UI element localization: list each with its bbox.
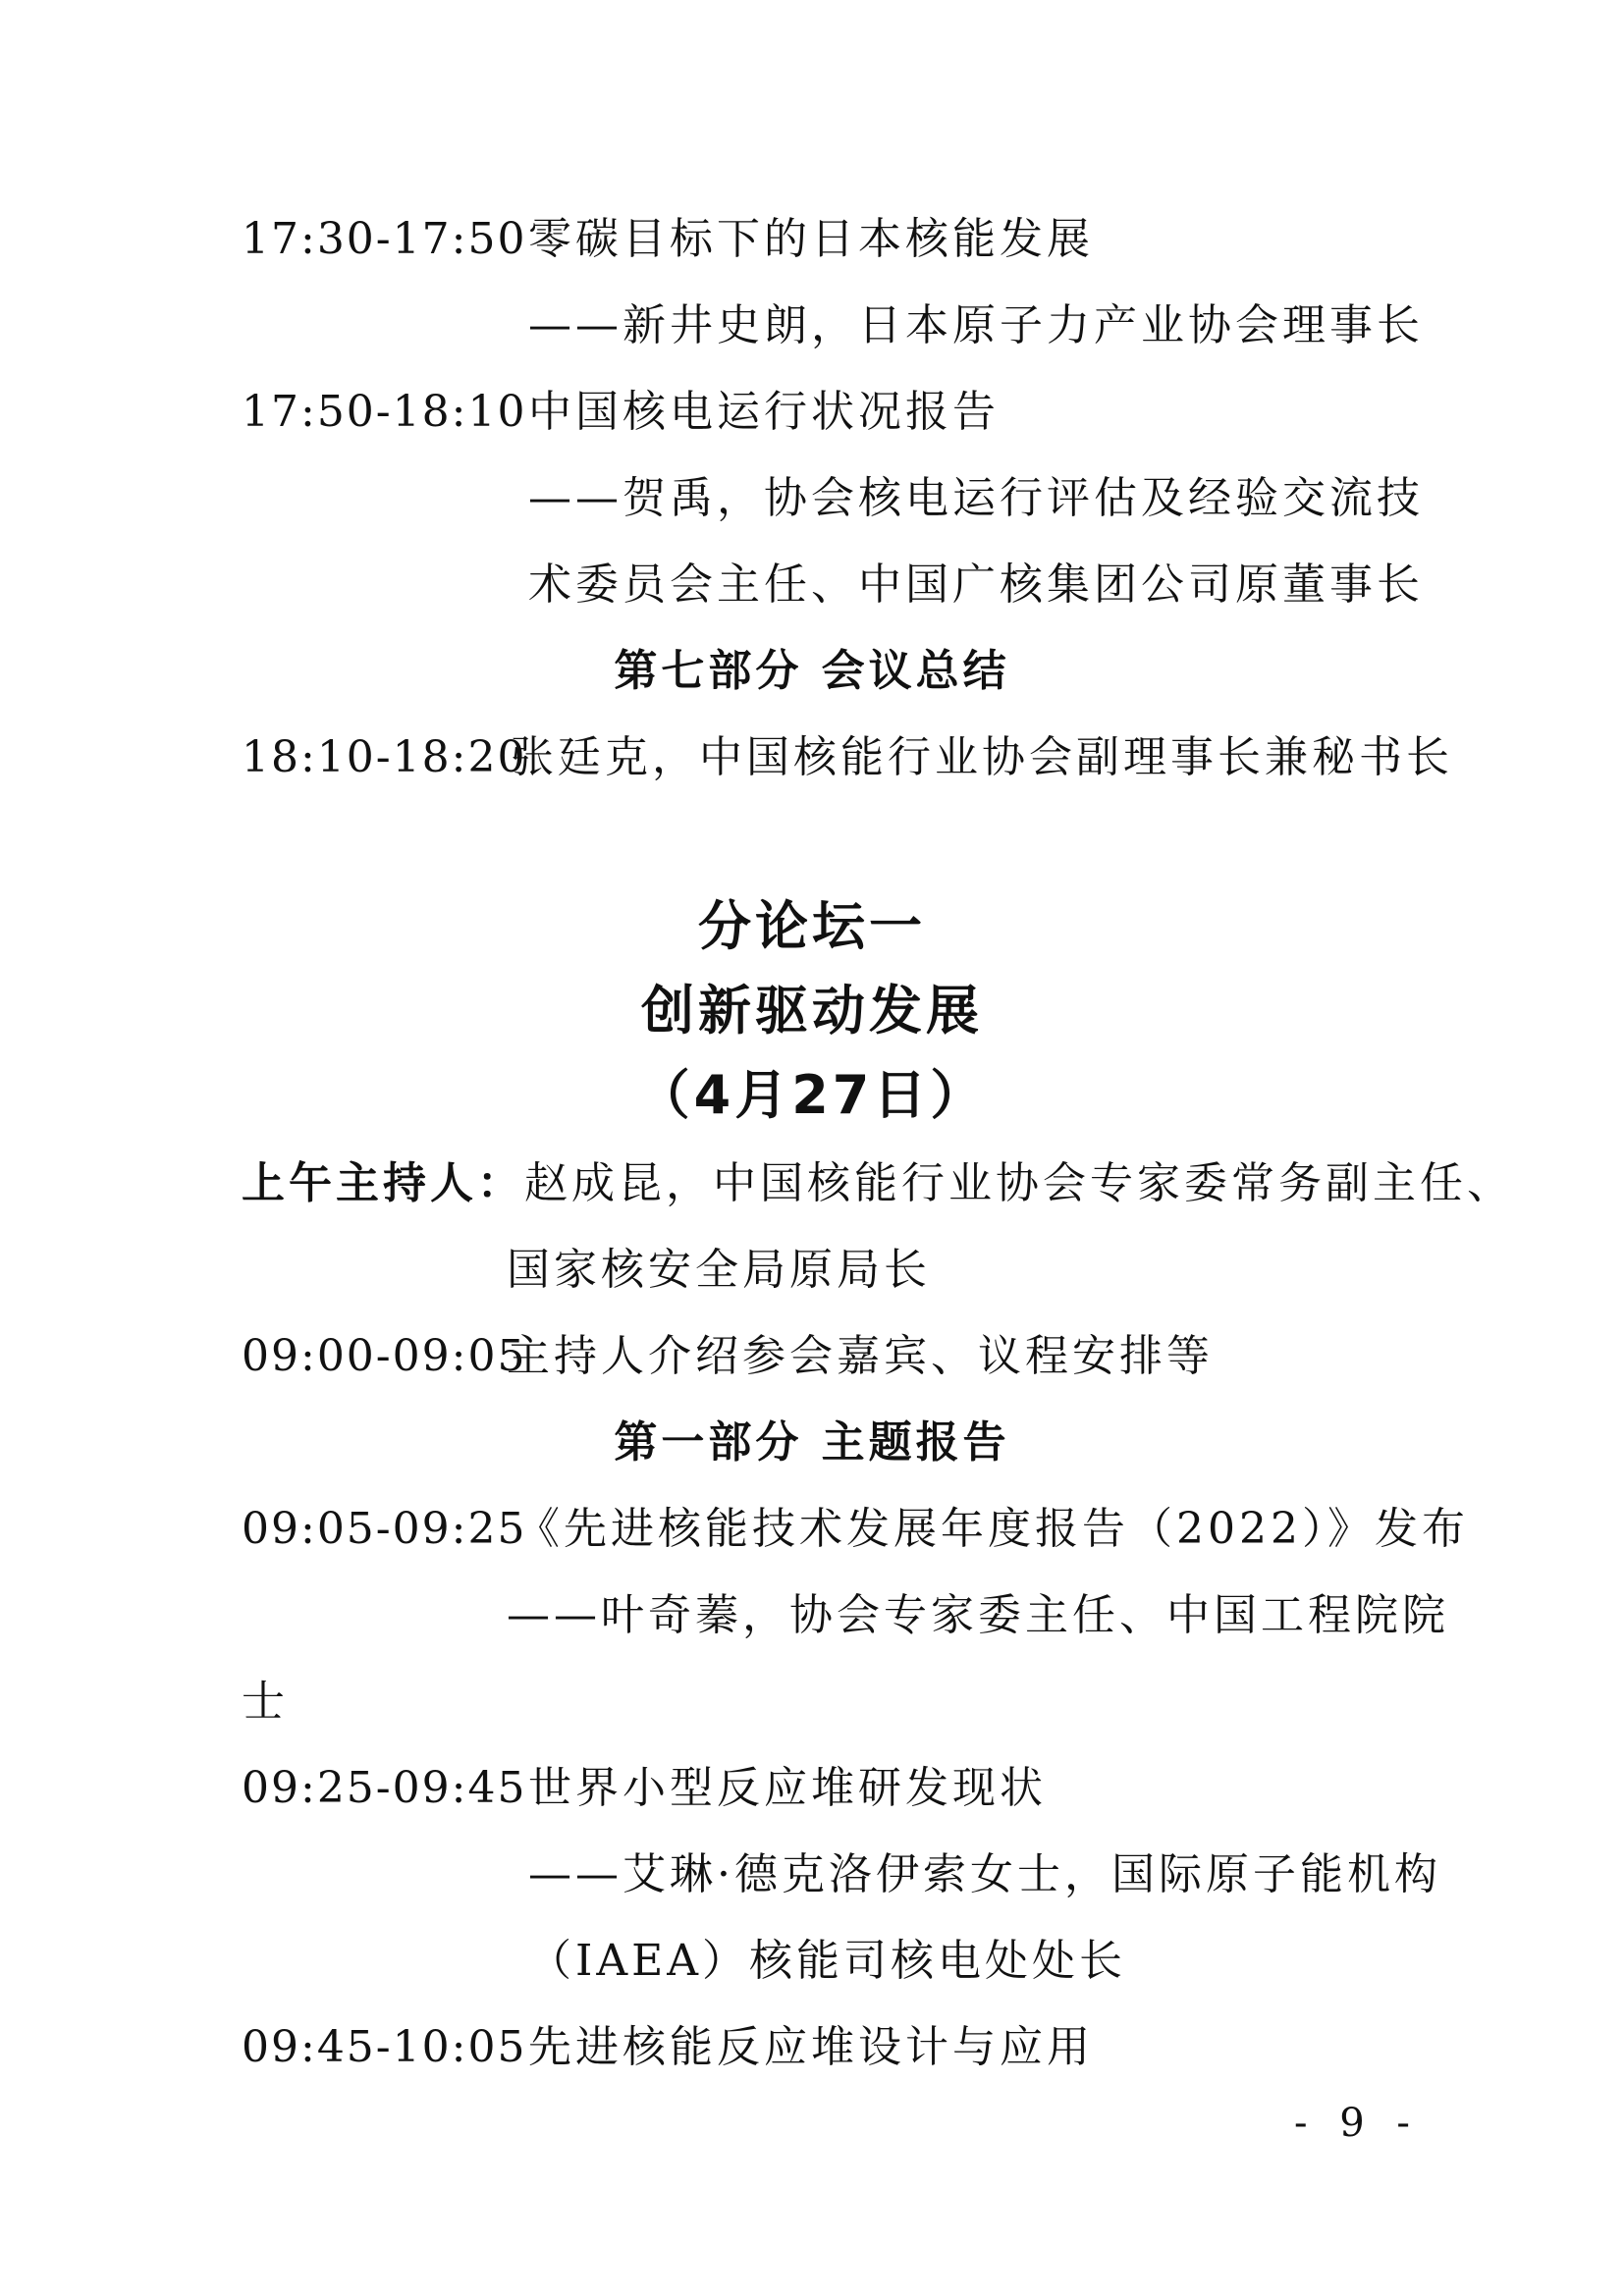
section-heading: 第一部分 主题报告 — [614, 1417, 1010, 1468]
agenda-time: 09:25-09:45 — [242, 1763, 527, 1813]
agenda-speaker: （IAEA）核能司核电处处长 — [528, 1936, 1127, 1986]
agenda-time: 09:45-10:05 — [242, 2022, 527, 2072]
agenda-title: 张廷克，中国核能行业协会副理事长兼秘书长 — [511, 732, 1453, 782]
agenda-time: 17:50-18:10 — [242, 387, 527, 437]
agenda-time: 18:10-18:20 — [242, 732, 527, 782]
agenda-speaker: 士 — [242, 1677, 289, 1727]
host-line-2: 国家核安全局原局长 — [507, 1245, 931, 1295]
agenda-title: 中国核电运行状况报告 — [528, 387, 1000, 437]
agenda-speaker: ——艾琳·德克洛伊索女士，国际原子能机构 — [528, 1849, 1441, 1899]
host-name: 赵成昆，中国核能行业协会专家委常务副主任、 — [524, 1158, 1514, 1208]
agenda-title: 《先进核能技术发展年度报告（2022）》发布 — [516, 1504, 1469, 1554]
agenda-title: 零碳目标下的日本核能发展 — [528, 214, 1094, 264]
page-number: - 9 - — [1294, 2101, 1420, 2146]
host-line — [242, 1154, 1514, 1213]
agenda-speaker: ——贺禹，协会核电运行评估及经验交流技 — [528, 473, 1424, 523]
forum-date: （4月27日） — [636, 1064, 988, 1126]
agenda-title: 先进核能反应堆设计与应用 — [528, 2022, 1094, 2072]
agenda-time: 09:05-09:25 — [242, 1504, 527, 1554]
agenda-time: 09:00-09:05 — [242, 1331, 527, 1381]
agenda-title: 世界小型反应堆研发现状 — [528, 1763, 1047, 1813]
host-label: 上午主持人： — [242, 1158, 524, 1208]
agenda-speaker: ——新井史朗，日本原子力产业协会理事长 — [528, 300, 1424, 350]
agenda-speaker: ——叶奇蓁，协会专家委主任、中国工程院院 — [507, 1590, 1449, 1640]
agenda-title: 主持人介绍参会嘉宾、议程安排等 — [507, 1331, 1214, 1381]
forum-title: 分论坛一 — [698, 895, 926, 957]
forum-subtitle: 创新驱动发展 — [641, 980, 983, 1041]
agenda-time: 17:30-17:50 — [242, 214, 527, 264]
agenda-speaker: 术委员会主任、中国广核集团公司原董事长 — [528, 560, 1424, 610]
section-heading: 第七部分 会议总结 — [614, 646, 1010, 696]
